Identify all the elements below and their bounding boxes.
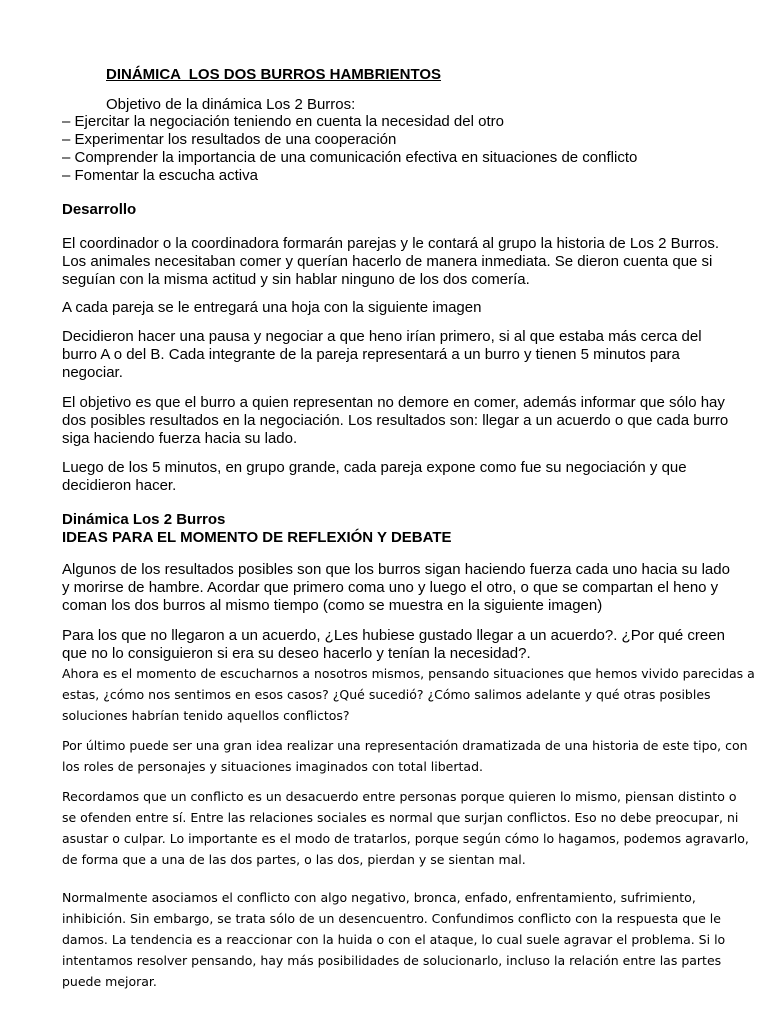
objective-item: – Experimentar los resultados de una cooperación <box>62 131 397 148</box>
text-line: Por último puede ser una gran idea realizar una representación dramatizada de una historia de este tipo, con <box>62 738 748 753</box>
desarrollo-paragraph-5 <box>62 459 742 495</box>
reflection-paragraph-4 <box>62 887 742 992</box>
desarrollo-paragraph-2 <box>62 299 742 317</box>
text-line: seguían con la misma actitud y sin hablar ninguno de los dos comería. <box>62 271 530 288</box>
text-line: Luego de los 5 minutos, en grupo grande, cada pareja expone como fue su negociación y que <box>62 459 687 476</box>
text-line: asustar o culpar. Lo importante es el modo de tratarlos, porque según cómo lo hagamos, podemos agravarlo, <box>62 831 749 846</box>
text-line: los roles de personajes y situaciones imaginados con total libertad. <box>62 759 483 774</box>
objective-heading: Objetivo de la dinámica Los 2 Burros: <box>106 96 356 113</box>
text-line: siga haciendo fuerza hacia su lado. <box>62 430 298 447</box>
text-line: dos posibles resultados en la negociación. Los resultados son: llegar a un acuerdo o que cada burro <box>62 412 729 429</box>
ideas-paragraph-2 <box>62 627 742 663</box>
reflection-paragraph-1 <box>62 663 755 726</box>
text-line: Los animales necesitaban comer y querían hacerlo de manera inmediata. Se dieron cuenta que si <box>62 253 713 270</box>
text-line: de forma que a una de las dos partes, o las dos, pierdan y se sientan mal. <box>62 852 526 867</box>
section2-title: IDEAS PARA EL MOMENTO DE REFLEXIÓN Y DEBATE <box>62 529 452 546</box>
text-line: que no lo consiguieron si era su deseo hacerlo y tenían la necesidad?. <box>62 645 531 662</box>
text-line: se ofenden entre sí. Entre las relaciones sociales es normal que surjan conflictos. Eso no debe preocupar, ni <box>62 810 739 825</box>
document-title: DINÁMICA LOS DOS BURROS HAMBRIENTOS <box>106 66 442 83</box>
text-line: estas, ¿cómo nos sentimos en esos casos? ¿Qué sucedió? ¿Cómo salimos adelante y qué otras posibles <box>62 687 711 702</box>
text-line: soluciones habrían tenido aquellos conflictos? <box>62 708 350 723</box>
text-line: coman los dos burros al mismo tiempo (como se muestra en la siguiente imagen) <box>62 597 603 614</box>
text-line: El coordinador o la coordinadora formarán parejas y le contará al grupo la historia de Los 2 Burros. <box>62 235 720 252</box>
text-line: Algunos de los resultados posibles son que los burros sigan haciendo fuerza cada uno hacia su lado <box>62 561 730 578</box>
text-line: inhibición. Sin embargo, se trata sólo de un desencuentro. Confundimos conflicto con la respuesta que le <box>62 911 721 926</box>
text-line: intentamos resolver pensando, hay más posibilidades de solucionarlo, incluso la relación entre las partes <box>62 953 722 968</box>
text-line: Para los que no llegaron a un acuerdo, ¿Les hubiese gustado llegar a un acuerdo?. ¿Por qué creen <box>62 627 725 644</box>
desarrollo-paragraph-1 <box>62 235 742 289</box>
text-line: Normalmente asociamos el conflicto con algo negativo, bronca, enfado, enfrentamiento, sufrimiento, <box>62 890 696 905</box>
text-line: A cada pareja se le entregará una hoja con la siguiente imagen <box>62 299 482 316</box>
text-line: damos. La tendencia es a reaccionar con la huida o con el ataque, lo cual suele agravar el problema. Si lo <box>62 932 726 947</box>
desarrollo-heading: Desarrollo <box>62 201 137 218</box>
ideas-paragraph-1 <box>62 561 742 615</box>
text-line: burro A o del B. Cada integrante de la pareja representará a un burro y tienen 5 minutos para <box>62 346 680 363</box>
objective-item: – Ejercitar la negociación teniendo en cuenta la necesidad del otro <box>62 113 504 130</box>
desarrollo-paragraph-3 <box>62 328 742 382</box>
text-line: El objetivo es que el burro a quien representan no demore en comer, además informar que sólo hay <box>62 394 725 411</box>
text-line: y morirse de hambre. Acordar que primero coma uno y luego el otro, o que se compartan el heno y <box>62 579 719 596</box>
text-line: Ahora es el momento de escucharnos a nosotros mismos, pensando situaciones que hemos vivido parecidas a <box>62 666 755 681</box>
objective-item: – Comprender la importancia de una comunicación efectiva en situaciones de conflicto <box>62 149 638 166</box>
desarrollo-paragraph-4 <box>62 394 742 448</box>
text-line: puede mejorar. <box>62 974 157 989</box>
text-line: decidieron hacer. <box>62 477 177 494</box>
section2-subtitle: Dinámica Los 2 Burros <box>62 511 226 528</box>
reflection-paragraph-2 <box>62 735 748 777</box>
reflection-paragraph-3 <box>62 786 749 870</box>
text-line: Decidieron hacer una pausa y negociar a que heno irían primero, si al que estaba más cerca del <box>62 328 702 345</box>
objectives-list <box>62 113 742 185</box>
text-line: Recordamos que un conflicto es un desacuerdo entre personas porque quieren lo mismo, piensan distinto o <box>62 789 737 804</box>
objective-item: – Fomentar la escucha activa <box>62 167 258 184</box>
section2-heading <box>62 511 742 547</box>
text-line: negociar. <box>62 364 123 381</box>
